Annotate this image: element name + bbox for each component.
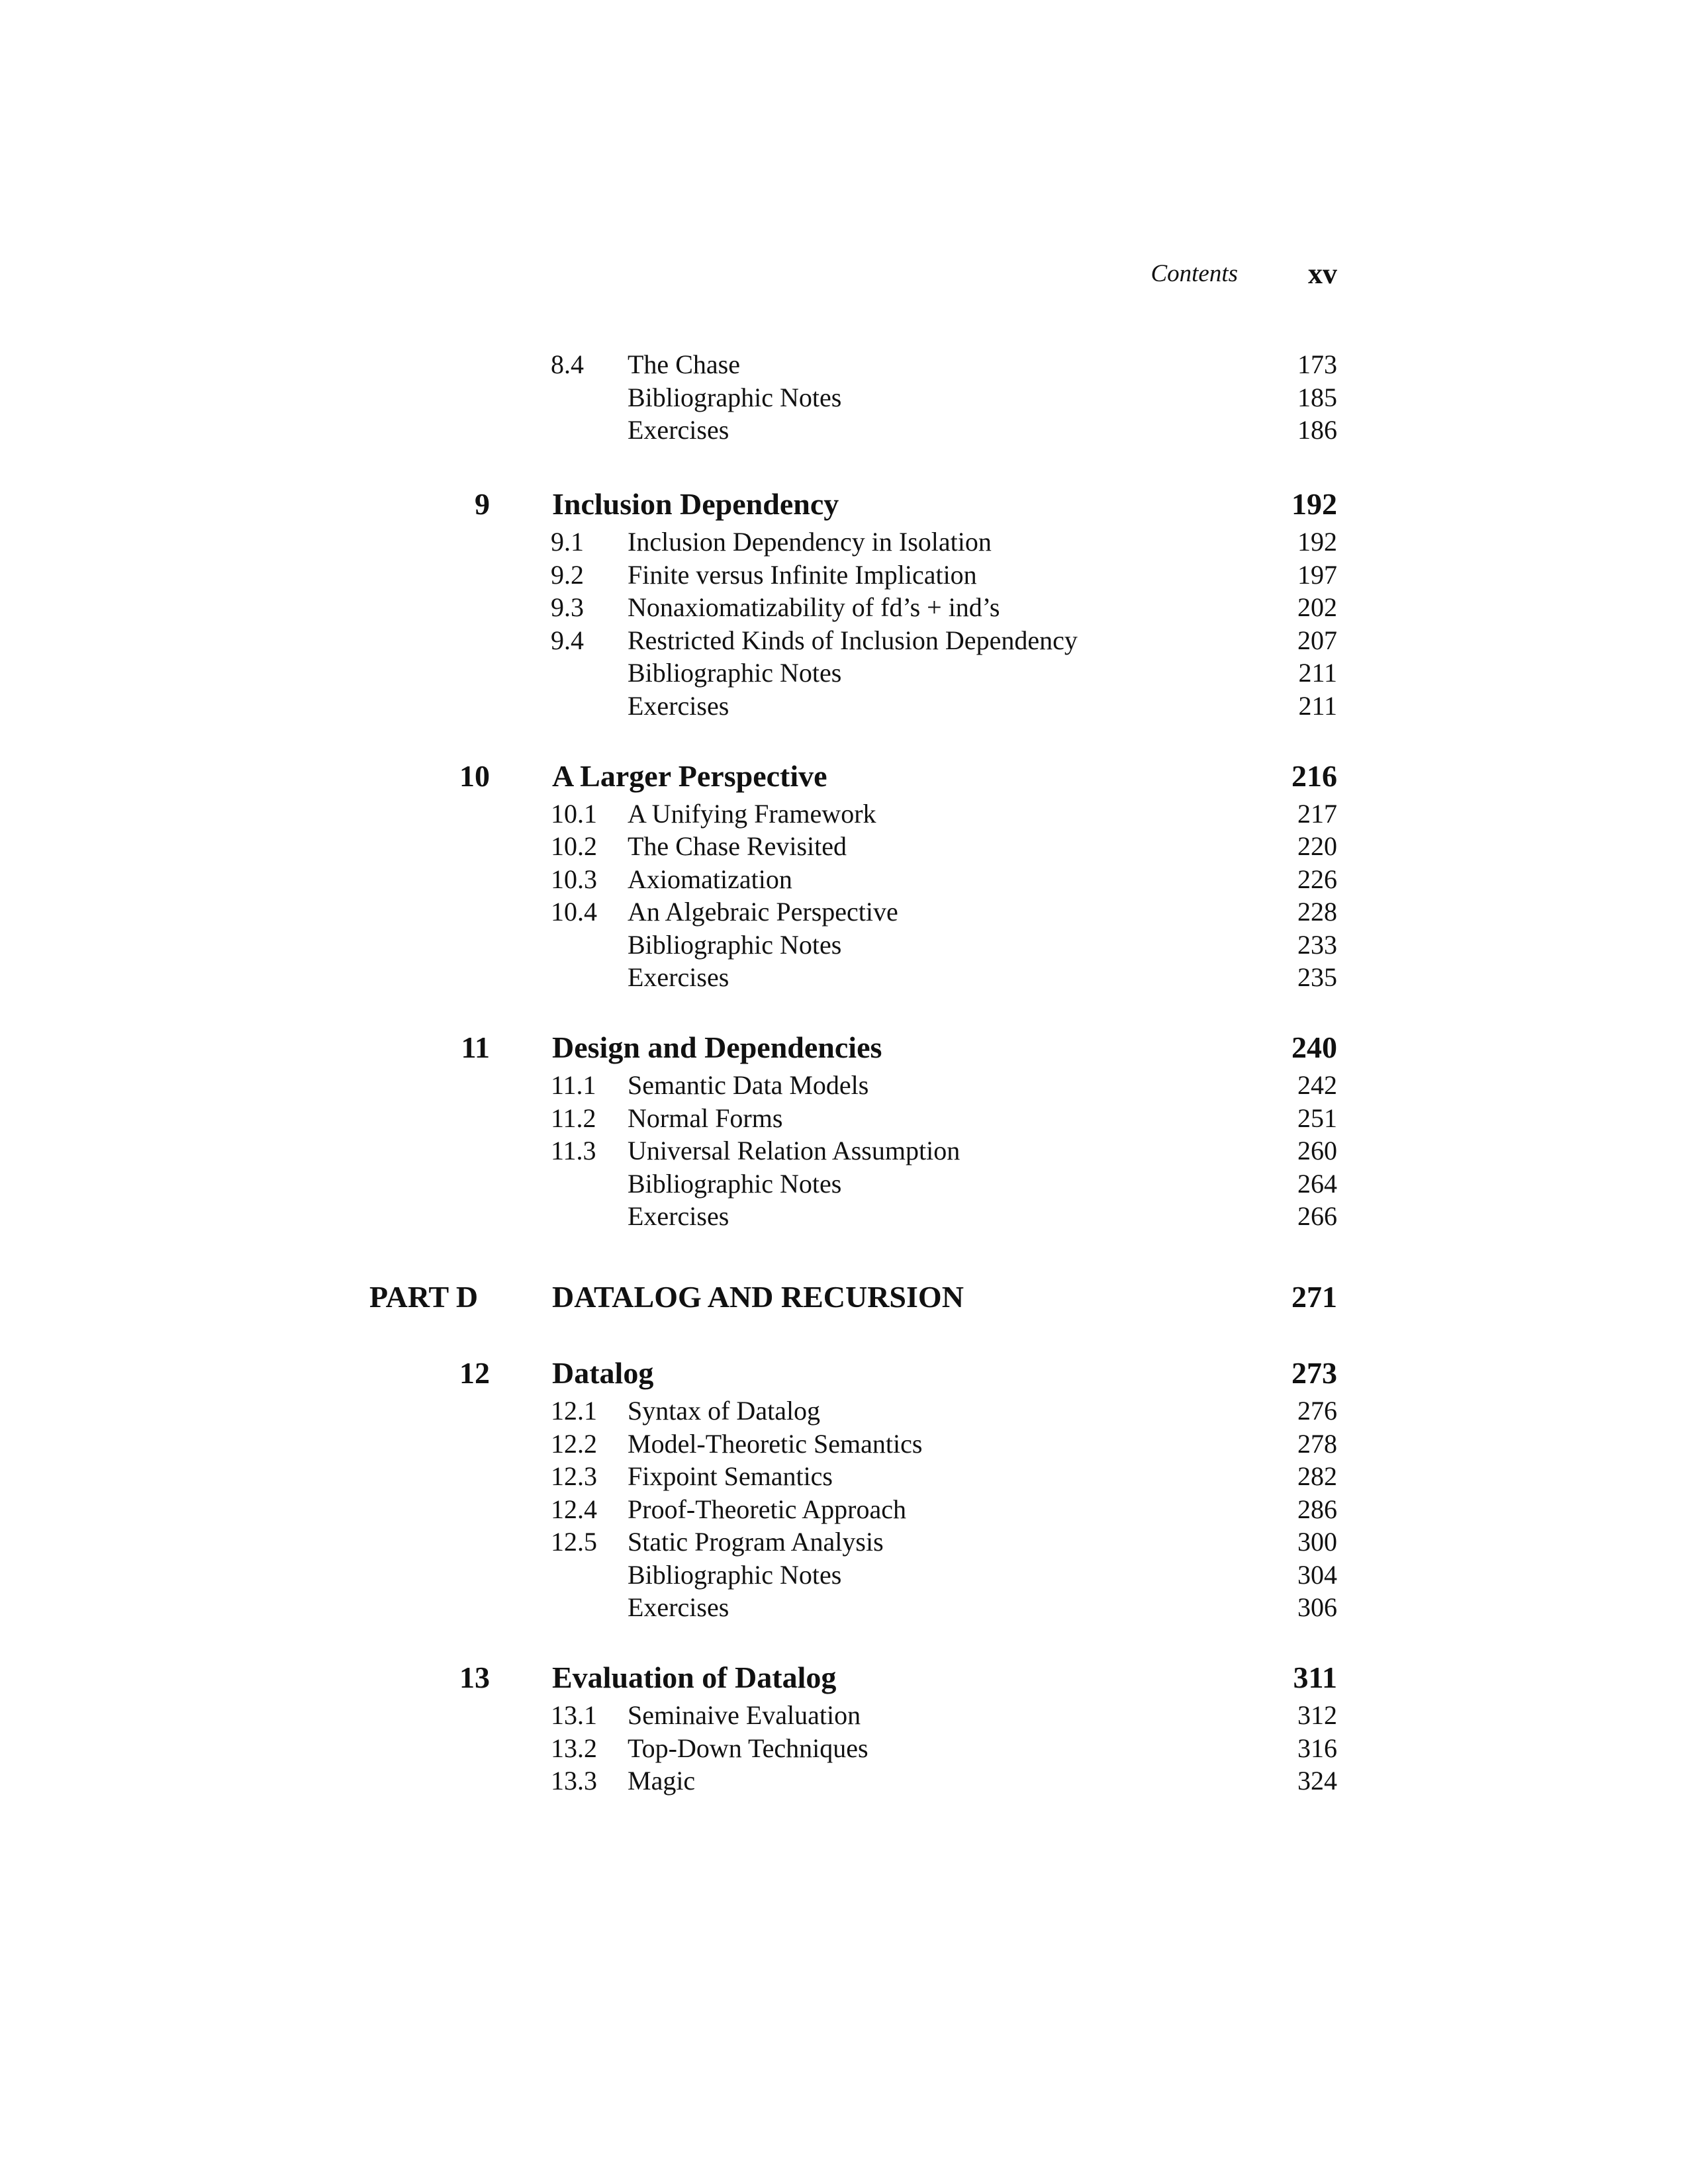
chapter-title: Datalog bbox=[552, 1356, 654, 1390]
section-number: 10.1 bbox=[551, 798, 597, 829]
section-title: Semantic Data Models bbox=[628, 1070, 869, 1100]
section-page: 282 bbox=[1297, 1461, 1337, 1491]
section-page: 220 bbox=[1297, 831, 1337, 861]
section-number: 11.3 bbox=[551, 1136, 596, 1165]
section-title: Universal Relation Assumption bbox=[628, 1136, 961, 1165]
section-number: 9.3 bbox=[551, 592, 584, 622]
section-title: Seminaive Evaluation bbox=[628, 1700, 861, 1730]
section-title: Nonaxiomatizability of fd’s + ind’s bbox=[628, 592, 1000, 622]
chapter-page: 273 bbox=[1291, 1356, 1337, 1390]
running-header-title: Contents bbox=[1150, 260, 1238, 287]
section-page: 312 bbox=[1297, 1700, 1337, 1730]
section-page: 185 bbox=[1297, 382, 1337, 412]
section-title: Proof-Theoretic Approach bbox=[628, 1494, 906, 1524]
chapter-page: 216 bbox=[1291, 758, 1337, 793]
chapter-number: 11 bbox=[461, 1030, 490, 1064]
section-page: 217 bbox=[1297, 798, 1337, 829]
section-number: 10.2 bbox=[551, 831, 597, 861]
section-page: 304 bbox=[1297, 1559, 1337, 1590]
chapter-page: 311 bbox=[1293, 1661, 1337, 1694]
section-number: 12.5 bbox=[551, 1527, 597, 1557]
section-page: 233 bbox=[1297, 929, 1337, 960]
section-title: Static Program Analysis bbox=[628, 1527, 884, 1557]
section-title: Exercises bbox=[628, 1592, 729, 1622]
section-number: 12.1 bbox=[551, 1396, 597, 1426]
section-page: 202 bbox=[1297, 592, 1337, 622]
section-title: Bibliographic Notes bbox=[628, 658, 842, 688]
part-label: PART D bbox=[369, 1280, 479, 1314]
section-title: The Chase bbox=[628, 349, 740, 379]
section-page: 226 bbox=[1297, 864, 1337, 894]
section-page: 228 bbox=[1297, 897, 1337, 927]
section-page: 300 bbox=[1297, 1527, 1337, 1557]
section-number: 13.1 bbox=[551, 1700, 597, 1730]
chapter-page: 192 bbox=[1291, 487, 1337, 521]
section-number: 10.4 bbox=[551, 897, 597, 927]
section-title: Exercises bbox=[628, 690, 729, 721]
section-page: 173 bbox=[1297, 349, 1337, 379]
chapter-title: A Larger Perspective bbox=[552, 758, 827, 793]
section-page: 251 bbox=[1297, 1103, 1337, 1133]
section-page: 242 bbox=[1297, 1070, 1337, 1100]
chapter-number: 12 bbox=[459, 1356, 490, 1390]
section-title: Exercises bbox=[628, 962, 729, 992]
section-title: A Unifying Framework bbox=[628, 798, 876, 829]
section-title: An Algebraic Perspective bbox=[628, 897, 898, 927]
section-number: 10.3 bbox=[551, 864, 597, 894]
section-number: 9.1 bbox=[551, 527, 584, 557]
section-page: 207 bbox=[1297, 625, 1337, 655]
part-title: DATALOG AND RECURSION bbox=[552, 1280, 964, 1314]
page-number: xv bbox=[1308, 257, 1337, 290]
section-title: Fixpoint Semantics bbox=[628, 1461, 833, 1491]
section-title: Axiomatization bbox=[628, 864, 792, 894]
section-number: 11.2 bbox=[551, 1103, 596, 1133]
section-number: 13.3 bbox=[551, 1766, 597, 1796]
chapter-number: 10 bbox=[459, 758, 490, 793]
section-title: Bibliographic Notes bbox=[628, 1168, 842, 1199]
chapter-title: Design and Dependencies bbox=[552, 1030, 882, 1064]
section-title: Bibliographic Notes bbox=[628, 382, 842, 412]
section-page: 278 bbox=[1297, 1428, 1337, 1459]
section-page: 264 bbox=[1297, 1168, 1337, 1199]
section-number: 9.4 bbox=[551, 625, 584, 655]
chapter-title: Inclusion Dependency bbox=[552, 487, 839, 521]
section-title: Top-Down Techniques bbox=[628, 1733, 868, 1763]
section-number: 13.2 bbox=[551, 1733, 597, 1763]
section-title: Restricted Kinds of Inclusion Dependency bbox=[628, 625, 1078, 655]
section-page: 235 bbox=[1297, 962, 1337, 992]
chapter-number: 13 bbox=[459, 1661, 490, 1694]
section-title: Exercises bbox=[628, 1201, 729, 1231]
section-page: 186 bbox=[1297, 415, 1337, 445]
section-title: Normal Forms bbox=[628, 1103, 783, 1133]
section-page: 211 bbox=[1298, 690, 1337, 721]
section-page: 211 bbox=[1298, 658, 1337, 688]
section-number: 12.2 bbox=[551, 1428, 597, 1459]
section-page: 286 bbox=[1297, 1494, 1337, 1524]
section-title: Inclusion Dependency in Isolation bbox=[628, 527, 992, 557]
section-page: 306 bbox=[1297, 1592, 1337, 1622]
section-page: 260 bbox=[1297, 1136, 1337, 1165]
section-title: Exercises bbox=[628, 415, 729, 445]
section-page: 197 bbox=[1297, 559, 1337, 590]
section-number: 12.4 bbox=[551, 1494, 597, 1524]
section-page: 316 bbox=[1297, 1733, 1337, 1763]
section-number: 12.3 bbox=[551, 1461, 597, 1491]
section-number: 9.2 bbox=[551, 559, 584, 590]
section-title: Syntax of Datalog bbox=[628, 1396, 821, 1426]
chapter-page: 240 bbox=[1291, 1030, 1337, 1064]
section-title: Model-Theoretic Semantics bbox=[628, 1428, 923, 1459]
chapter-title: Evaluation of Datalog bbox=[552, 1661, 837, 1694]
section-number: 11.1 bbox=[551, 1070, 596, 1100]
section-title: Magic bbox=[628, 1766, 696, 1796]
chapter-number: 9 bbox=[475, 487, 490, 521]
section-page: 192 bbox=[1297, 527, 1337, 557]
section-page: 276 bbox=[1297, 1396, 1337, 1426]
section-title: The Chase Revisited bbox=[628, 831, 847, 861]
section-page: 324 bbox=[1297, 1766, 1337, 1796]
section-title: Bibliographic Notes bbox=[628, 929, 842, 960]
section-title: Bibliographic Notes bbox=[628, 1559, 842, 1590]
section-number: 8.4 bbox=[551, 349, 584, 379]
section-page: 266 bbox=[1297, 1201, 1337, 1231]
section-title: Finite versus Infinite Implication bbox=[628, 559, 977, 590]
part-page: 271 bbox=[1291, 1280, 1337, 1314]
